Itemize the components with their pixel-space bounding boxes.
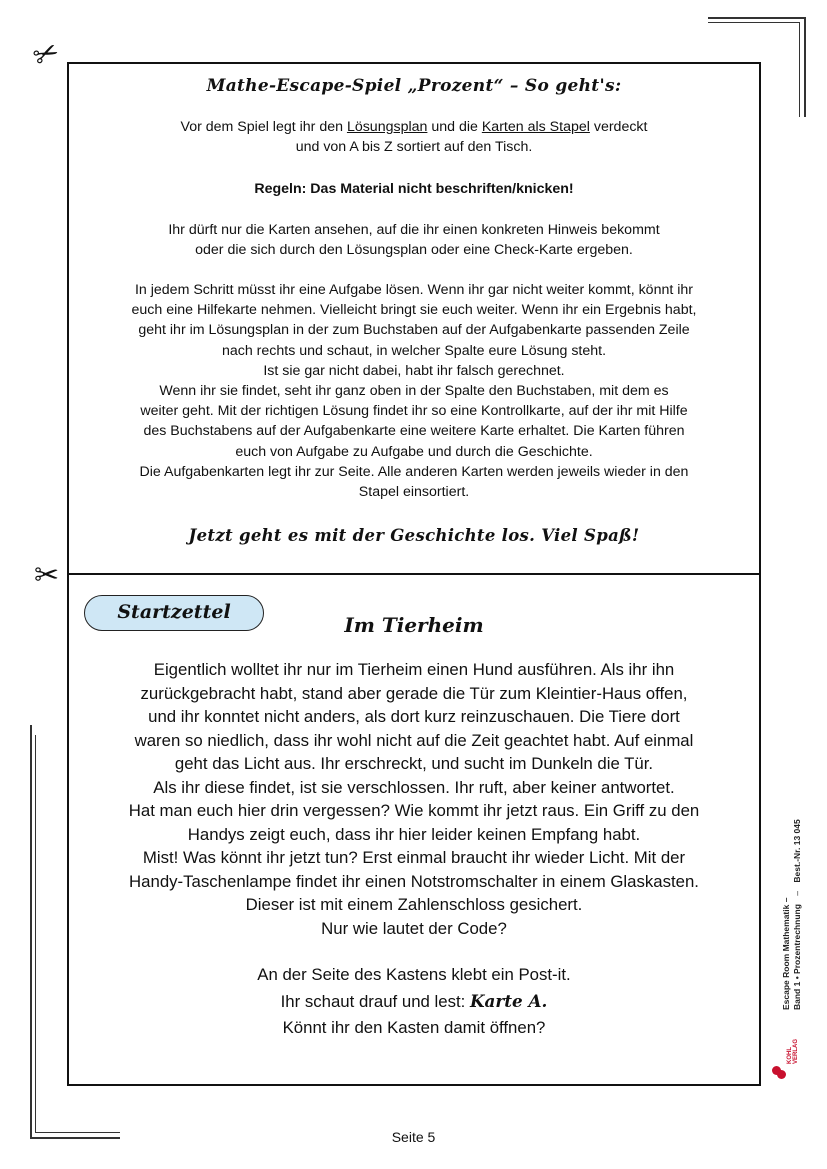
rules-card: [67, 62, 761, 575]
rule-warning: Regeln: Das Material nicht beschriften/knicken!: [254, 181, 574, 198]
setup-text: und von A bis Z sortiert auf den Tisch.: [295, 139, 533, 156]
setup-text: Vor dem Spiel legt ihr den: [180, 119, 347, 135]
story-end-line: [75, 990, 753, 1014]
steps-line: euch von Aufgabe zu Aufgabe und durch die Geschichte.: [235, 443, 593, 460]
imprint-text: Band 1 • Prozentrechnung: [792, 904, 802, 1010]
publisher-name: KOHL VERLAG: [787, 1038, 799, 1064]
steps-line: Wenn ihr sie findet, seht ihr ganz oben in der Spalte den Buchstaben, mit dem es: [159, 383, 669, 400]
steps-line: des Buchstabens auf der Aufgabenkarte eine weitere Karte erhaltet. Die Karten führen: [143, 423, 685, 440]
karte-a-reference: Karte A.: [469, 990, 548, 1011]
corner-frame-bottom-left-v2: [35, 735, 36, 1133]
rules-closing: Jetzt geht es mit der Geschichte los. Viel Spaß!: [188, 526, 640, 546]
story-end-line: An der Seite des Kastens klebt ein Post-it.: [257, 965, 571, 984]
setup-text: und die: [427, 119, 482, 135]
karten-stapel-term: Karten als Stapel: [481, 119, 590, 135]
rules-title: Mathe-Escape-Spiel „Prozent“ – So geht's:: [206, 76, 622, 96]
steps-paragraph: [77, 280, 751, 502]
scissors-icon: ✂: [27, 34, 65, 75]
story-line: Nur wie lautet der Code?: [321, 918, 507, 938]
steps-line: euch eine Hilfekarte nehmen. Vielleicht bringt sie euch weiter. Wenn ihr ein Ergebnis habt,: [131, 302, 697, 319]
story-line: zurückgebracht habt, stand aber gerade die Tür zum Kleintier-Haus offen,: [140, 683, 688, 703]
story-line: waren so niedlich, dass ihr wohl nicht auf die Zeit geachtet habt. Auf einmal: [134, 730, 694, 750]
story-line: Dieser ist mit einem Zahlenschloss gesichert.: [245, 895, 583, 914]
cards-paragraph: [77, 220, 751, 260]
story-end-text: Ihr schaut drauf und lest:: [280, 991, 470, 1011]
corner-frame-bottom-left-v1: [30, 725, 32, 1138]
steps-line: weiter geht. Mit der richtigen Lösung findet ihr so eine Kontrollkarte, auf der ihr mit Hilfe: [140, 403, 688, 420]
imprint-text: Best.-Nr. 13 045: [792, 819, 802, 883]
corner-frame-top-right-h2: [708, 22, 800, 23]
story-line: Eigentlich wolltet ihr nur im Tierheim einen Hund ausführen. Als ihr ihn: [153, 660, 675, 679]
steps-line: geht ihr im Lösungsplan in der zum Buchstaben auf der Aufgabenkarte passenden Zeile: [138, 322, 690, 339]
scissors-icon: ✂: [34, 559, 60, 592]
book-imprint: [781, 780, 817, 1010]
steps-line: Die Aufgabenkarten legt ihr zur Seite. Alle anderen Karten werden jeweils wieder in den: [139, 463, 689, 480]
corner-frame-top-right-v2: [799, 22, 800, 117]
story-end-line: Könnt ihr den Kasten damit öffnen?: [282, 1018, 546, 1037]
loesungsplan-term: Lösungsplan: [346, 119, 428, 135]
cards-text: oder die sich durch den Lösungsplan oder eine Check-Karte ergeben.: [195, 241, 633, 258]
story-line: Handys zeigt euch, dass ihr hier leider keinen Empfang habt.: [187, 824, 641, 844]
story-line: und ihr konntet nicht anders, als dort kurz reinzuschauen. Die Tiere dort: [148, 707, 680, 726]
story-text: [69, 658, 759, 1040]
steps-line: In jedem Schritt müsst ihr eine Aufgabe lösen. Wenn ihr gar nicht weiter kommt, könnt ihr: [134, 282, 694, 299]
setup-paragraph: [77, 117, 751, 157]
steps-line: Ist sie gar nicht dabei, habt ihr falsch gerechnet.: [263, 362, 565, 379]
steps-line: Stapel einsortiert.: [358, 484, 470, 501]
startzettel-label: Startzettel: [84, 595, 264, 631]
story-line: geht das Licht aus. Ihr erschreckt, und sucht im Dunkeln die Tür.: [174, 754, 654, 773]
kohl-logo-icon: [772, 1064, 790, 1082]
story-line: Als ihr diese findet, ist sie verschlossen. Ihr ruft, aber keiner antwortet.: [153, 777, 675, 797]
start-card: [67, 573, 761, 1086]
corner-frame-top-right-v1: [804, 17, 806, 117]
imprint-line: Band 1 • Prozentrechnung – Best.-Nr. 13 045: [792, 819, 802, 1010]
cards-text: Ihr dürft nur die Karten ansehen, auf die ihr einen konkreten Hinweis bekommt: [168, 221, 660, 238]
corner-frame-top-right-h1: [708, 17, 805, 19]
story-heading: Im Tierheim: [344, 613, 484, 637]
steps-line: nach rechts und schaut, in welcher Spalte eure Lösung steht.: [221, 342, 607, 359]
story-line: Hat man euch hier drin vergessen? Wie kommt ihr jetzt raus. Ein Griff zu den: [128, 801, 700, 820]
story-line: Mist! Was könnt ihr jetzt tun? Erst einmal braucht ihr wieder Licht. Mit der: [142, 848, 686, 867]
page-number: Seite 5: [391, 1129, 436, 1145]
imprint-line: Escape Room Mathematik –: [781, 897, 791, 1010]
story-line: Handy-Taschenlampe findet ihr einen Notstromschalter in einem Glaskasten.: [129, 871, 699, 891]
setup-text: verdeckt: [589, 119, 648, 135]
